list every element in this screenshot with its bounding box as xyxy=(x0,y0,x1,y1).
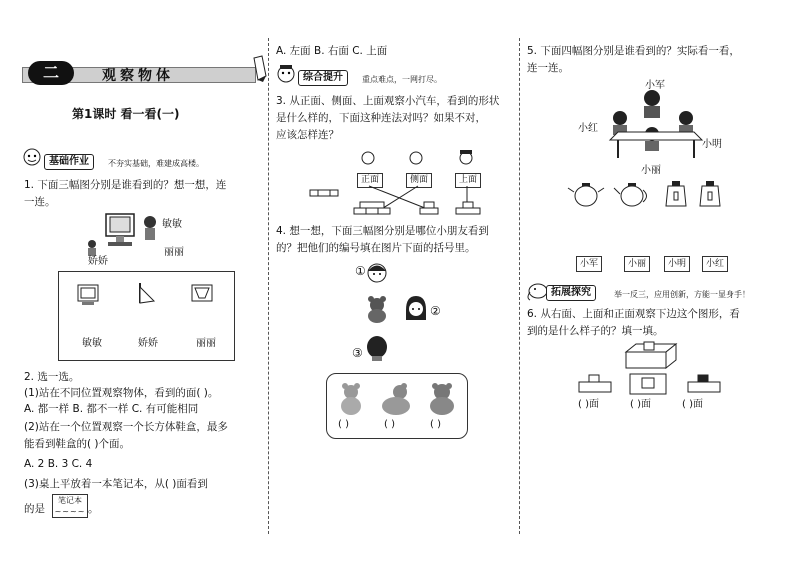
q4-bracket-3: ( ) xyxy=(430,419,441,430)
q3-line3: 应该怎样连？ xyxy=(276,129,339,141)
q2-title: 2. 选一选。 xyxy=(24,371,80,383)
q2-p2-line2: 能看到鞋盒的( )个面。 xyxy=(24,438,131,450)
q3-shapes-and-lines xyxy=(300,182,500,222)
q6-line2: 到的是什么样子的？填一填。 xyxy=(527,325,664,337)
q1-name-minmin: 敏敏 xyxy=(162,219,182,230)
column-divider-2 xyxy=(519,38,520,534)
monitor-side-view xyxy=(136,281,158,307)
prev-question-options: A. 左面 B. 右面 C. 上面 xyxy=(276,45,388,57)
pencil-icon xyxy=(250,56,268,82)
bear-view-3 xyxy=(426,382,458,416)
q6-view-3 xyxy=(686,374,722,394)
q5-box-xiaojun: 小军 xyxy=(576,256,602,272)
q4-line1: 4. 想一想，下面三幅图分别是哪位小朋友看到 xyxy=(276,225,489,237)
q1-line1: 1. 下面三幅图分别是谁看到的？想一想，连 xyxy=(24,179,227,191)
q2-p3-end: 。 xyxy=(88,503,99,515)
q6-answer-3: ( )面 xyxy=(682,399,703,410)
notebook-picture: 笔记本 ~~~~ xyxy=(52,494,88,518)
q2-p3-line2: 的是 xyxy=(24,503,45,515)
q4-num-3: ③ xyxy=(352,346,363,360)
q6-view-2 xyxy=(628,372,668,396)
q6-line1: 6. 从右面、上面和正面观察下边这个图形，看 xyxy=(527,308,740,320)
kids-around-table-illustration xyxy=(598,88,708,166)
q3-line1: 3. 从正面、侧面、上面观察小汽车，看到的形状 xyxy=(276,95,500,107)
q4-line2: 的？把他们的编号填在图片下面的括号里。 xyxy=(276,242,476,254)
unit-banner xyxy=(22,63,264,83)
q3-label-front: 正面 xyxy=(357,173,383,188)
teapot-views xyxy=(568,178,728,210)
q3-line2: 是什么样的，下面这种连法对吗？如果不对， xyxy=(276,112,486,124)
q5-line2: 连一连。 xyxy=(527,62,569,74)
section-basic-note: 不夯实基础，难建成高楼。 xyxy=(108,159,204,168)
monitor-front-view xyxy=(76,283,102,307)
q5-line1: 5. 下面四幅图分别是谁看到的？实际看一看， xyxy=(527,45,740,57)
q1-line2: 一连。 xyxy=(24,196,56,208)
q1-name-lili: 丽丽 xyxy=(164,247,184,258)
q1-bottom-label-2: 娇娇 xyxy=(138,338,158,349)
monitor-back-view xyxy=(190,283,216,307)
column-divider-1 xyxy=(268,38,269,534)
q4-num-1: ① xyxy=(355,264,366,278)
q3-label-side: 侧面 xyxy=(406,173,432,188)
section-expand-label: 拓展探究 xyxy=(546,285,596,301)
q2-p2-line1: (2)站在一个位置观察一个长方体鞋盒，最多 xyxy=(24,421,228,433)
q6-view-1 xyxy=(577,374,613,394)
q2-p1: (1)站在不同位置观察物体，看到的面( )。 xyxy=(24,387,219,399)
thinking-kid-icon xyxy=(276,64,300,86)
unit-title: 观察物体 xyxy=(102,68,174,84)
girl-face-icon xyxy=(404,296,428,322)
q5-kid-name-xiaoming: 小明 xyxy=(702,139,722,150)
notebook-label: 笔记本 xyxy=(58,496,82,505)
q1-name-jiaojiao: 娇娇 xyxy=(88,256,108,267)
section-expand-note: 举一反三，应用创新，方能一显身手！ xyxy=(614,290,750,299)
section-basic-label: 基础作业 xyxy=(44,154,94,170)
section-improve-note: 重点难点，一网打尽。 xyxy=(362,75,442,84)
q5-box-xiaoming: 小明 xyxy=(664,256,690,272)
back-of-head-icon xyxy=(366,336,388,362)
q2-p2-options: A. 2 B. 3 C. 4 xyxy=(24,458,93,470)
bear-view-1 xyxy=(336,382,366,416)
boy-face-icon xyxy=(366,262,388,284)
q5-kid-name-xiaoli: 小丽 xyxy=(641,165,661,176)
q4-bracket-1: ( ) xyxy=(338,419,349,430)
q3-label-top: 上面 xyxy=(455,173,481,188)
q4-bracket-2: ( ) xyxy=(384,419,395,430)
bear-view-2 xyxy=(380,382,414,416)
q5-kid-name-xiaojun: 小军 xyxy=(645,80,665,91)
section-improve-label: 综合提升 xyxy=(298,70,348,86)
lesson-title: 第1课时 看一看(一) xyxy=(72,107,180,121)
q2-p3-line1: (3)桌上平放着一本笔记本，从( )面看到 xyxy=(24,478,208,490)
q2-p1-options: A. 都一样 B. 都不一样 C. 有可能相同 xyxy=(24,403,199,415)
car-viewers-illustration xyxy=(352,150,492,174)
elephant-mascot-icon xyxy=(526,282,548,300)
student-mascot-icon xyxy=(22,148,46,170)
q1-bottom-label-3: 丽丽 xyxy=(196,338,216,349)
unit-number: 二 xyxy=(28,61,74,85)
q5-box-xiaohong: 小红 xyxy=(702,256,728,272)
q5-box-xiaoli: 小丽 xyxy=(624,256,650,272)
q1-bottom-label-1: 敏敏 xyxy=(82,338,102,349)
teddy-bear-icon xyxy=(362,295,392,323)
q6-answer-1: ( )面 xyxy=(578,399,599,410)
q6-answer-2: ( )面 xyxy=(630,399,651,410)
q5-kid-name-xiaohong: 小红 xyxy=(578,123,598,134)
q6-3d-figure xyxy=(622,340,682,370)
q4-num-2: ② xyxy=(430,304,441,318)
